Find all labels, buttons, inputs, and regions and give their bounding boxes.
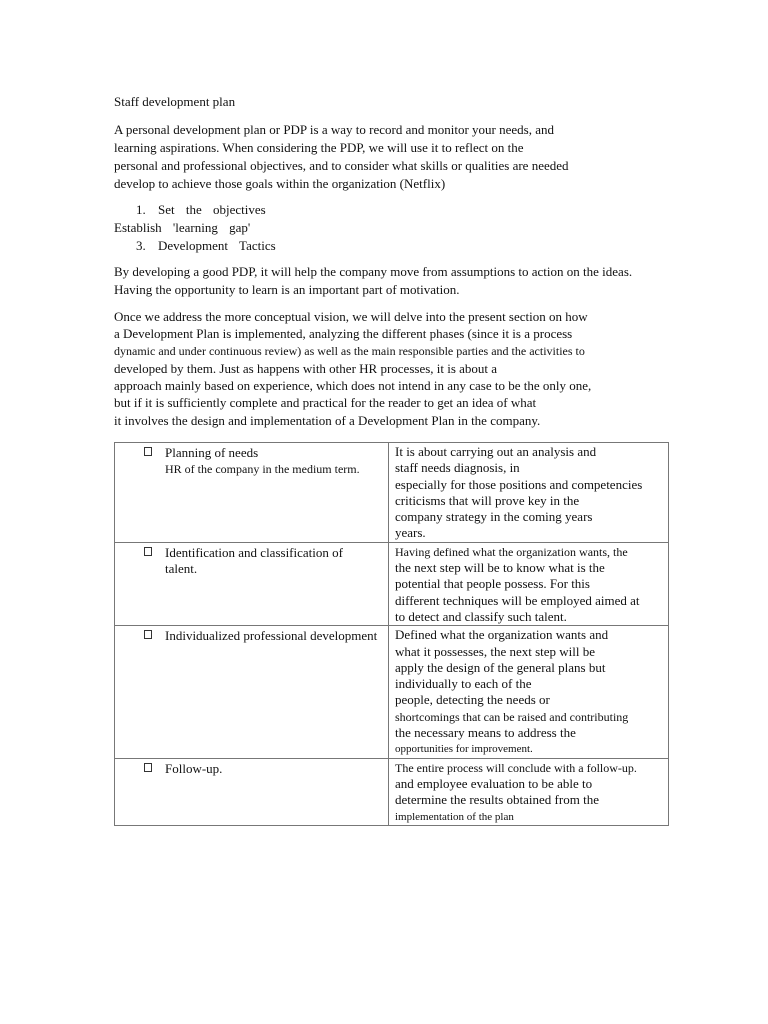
list-item [136,201,276,219]
description-line: Having defined what the organization wants, the [395,544,628,559]
paragraph-line: a Development Plan is implemented, analyzing the different phases (since it is a process [114,326,573,342]
description-line: staff needs diagnosis, in [395,460,520,476]
description-line: years. [395,525,426,541]
development-plan-table [114,442,669,826]
paragraph-line: but if it is sufficiently complete and practical for the reader to get an idea of what [114,395,537,411]
phase-subtitle: HR of the company in the medium term. [165,462,360,476]
phase-title: Planning of needs [165,445,259,460]
list-text: Establish 'learning gap' [114,220,251,235]
checkbox-icon [144,630,152,639]
description-line: individually to each of the [395,676,532,692]
intro-line: develop to achieve those goals within the organization (Netflix) [114,176,446,191]
table-row [115,626,669,758]
pdp-benefits-paragraph [114,263,632,299]
phase-title-cont: talent. [165,560,198,576]
description-line: It is about carrying out an analysis and [395,444,597,459]
description-cell [389,443,669,543]
phase-title: Follow-up. [165,760,223,776]
description-line: company strategy in the coming years [395,509,593,525]
phase-cell [115,542,389,625]
intro-line: A personal development plan or PDP is a way to record and monitor your needs, and [114,122,554,137]
description-line: implementation of the plan [395,810,514,823]
phase-cell [115,758,389,825]
checkbox-icon [144,763,152,772]
description-line: The entire process will conclude with a follow-up. [395,760,637,775]
list-number: 1. [136,202,146,217]
description-line: to detect and classify such talent. [395,608,567,624]
description-line: and employee evaluation to be able to [395,775,593,791]
description-line: apply the design of the general plans but [395,659,606,675]
table-row [115,758,669,825]
description-line: especially for those positions and competencies [395,476,643,492]
description-line: people, detecting the needs or [395,692,550,708]
description-line: potential that people possess. For this [395,576,590,592]
paragraph-line: it involves the design and implementation of a Development Plan in the company. [114,412,541,428]
checkbox-icon [144,547,152,556]
description-line: the next step will be to know what is the [395,560,605,576]
phase-cell [115,626,389,758]
description-cell [389,626,669,758]
table-row [115,542,669,625]
phase-title: Individualized professional development [165,628,378,644]
paragraph-line: Having the opportunity to learn is an important part of motivation. [114,282,460,297]
phase-cell [115,443,389,543]
paragraph-line: Once we address the more conceptual vision, we will delve into the present section on how [114,309,588,324]
description-line: what it possesses, the next step will be [395,643,596,659]
phase-title: Identification and classification of [165,544,343,560]
objectives-list [114,201,276,255]
intro-line: personal and professional objectives, and to consider what skills or qualities are needed [114,158,569,173]
paragraph-line: dynamic and under continuous review) as well as the main responsible parties and the activities to [114,343,585,358]
description-line: opportunities for improvement. [395,743,533,756]
paragraph-line: approach mainly based on experience, which does not intend in any case to be the only one, [114,378,592,394]
description-line: determine the results obtained from the [395,792,599,808]
list-item [114,219,276,237]
checkbox-icon [144,447,152,456]
table-row [115,443,669,543]
list-number: 3. [136,238,146,253]
list-item [136,237,276,255]
document-title: Staff development plan [114,94,236,109]
paragraph-line: By developing a good PDP, it will help the company move from assumptions to action on the ideas. [114,264,633,279]
implementation-paragraph [114,308,591,429]
intro-line: learning aspirations. When considering the PDP, we will use it to reflect on the [114,140,524,155]
intro-paragraph [114,121,569,193]
description-line: different techniques will be employed aimed at [395,592,640,608]
description-line: criticisms that will prove key in the [395,492,580,508]
description-line: Defined what the organization wants and [395,627,609,643]
description-line: the necessary means to address the [395,725,576,741]
paragraph-line: developed by them. Just as happens with other HR processes, it is about a [114,360,498,376]
description-line: shortcomings that can be raised and contributing [395,709,629,724]
description-cell [389,758,669,825]
description-cell [389,542,669,625]
list-text: Development Tactics [158,238,276,253]
list-text: Set the objectives [158,202,266,217]
